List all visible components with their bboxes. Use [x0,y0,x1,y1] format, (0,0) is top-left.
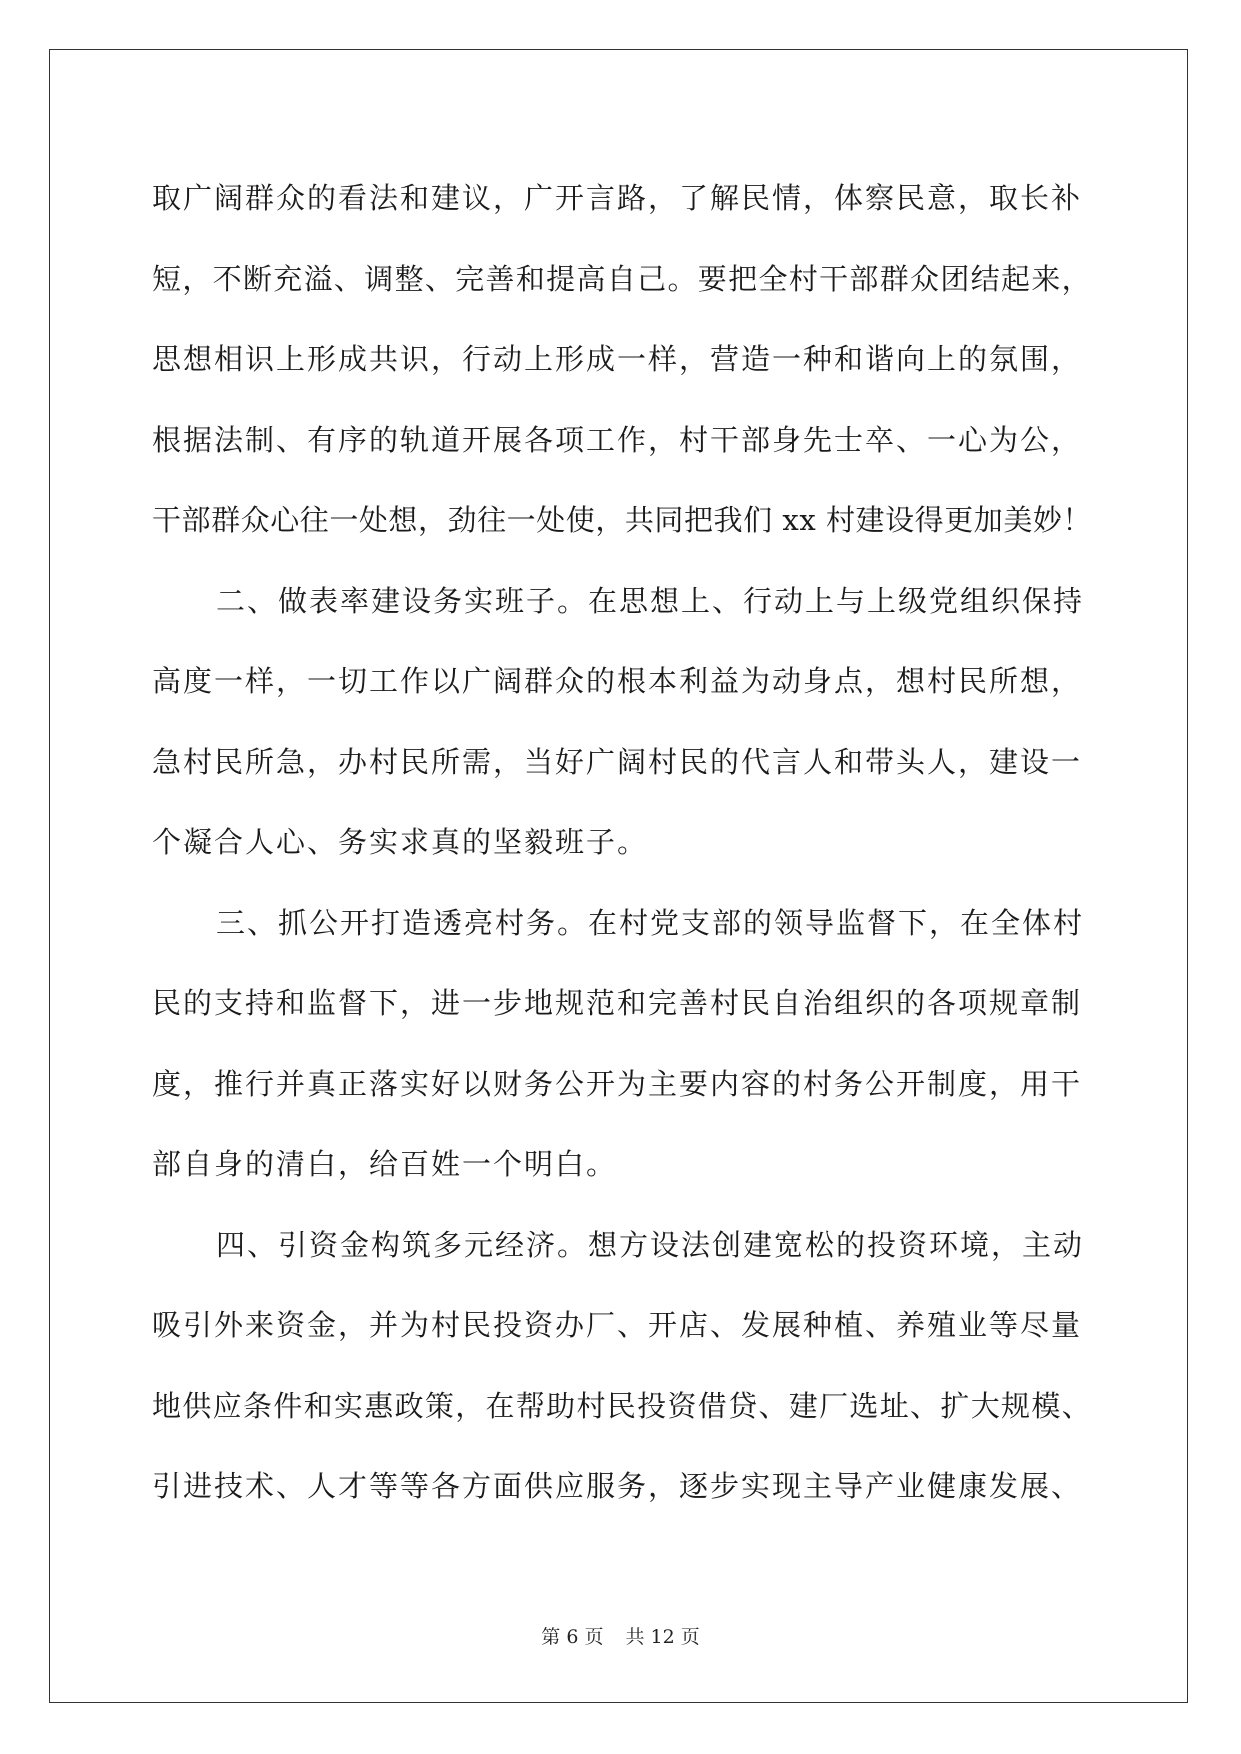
text-line: 思想相识上形成共识，行动上形成一样，营造一种和谐向上的氛围， [152,342,1083,376]
text-line: 短，不断充溢、调整、完善和提高自己。要把全村干部群众团结起来， [152,261,1092,296]
text-line: 干部群众心往一处想，劲往一处使，共同把我们 xx 村建设得更加美妙！ [152,503,1092,537]
text-line: 个凝合人心、务实求真的坚毅班子。 [152,825,649,859]
text-line: 民的支持和监督下，进一步地规范和完善村民自治组织的各项规章制 [152,986,1083,1020]
text-line: 根据法制、有序的轨道开展各项工作，村干部身先士卒、一心为公， [152,422,1083,457]
text-line: 三、抓公开打造透亮村务。在村党支部的领导监督下，在全体村 [216,905,1085,940]
text-line: 四、引资金构筑多元经济。想方设法创建宽松的投资环境，主动 [216,1227,1085,1262]
page-total: 共 12 页 [625,1626,700,1648]
page-number: 第 6 页 [541,1626,604,1648]
text-line: 地供应条件和实惠政策，在帮助村民投资借贷、建厂选址、扩大规模、 [152,1388,1092,1423]
page-footer [0,1622,1241,1649]
text-line: 度，推行并真正落实好以财务公开为主要内容的村务公开制度，用干 [152,1066,1083,1101]
text-line: 取广阔群众的看法和建议，广开言路，了解民情，体察民意，取长补 [152,181,1083,215]
text-line: 二、做表率建设务实班子。在思想上、行动上与上级党组织保持 [216,583,1085,618]
text-line: 急村民所急，办村民所需，当好广阔村民的代言人和带头人，建设一 [152,744,1083,779]
text-line: 高度一样，一切工作以广阔群众的根本利益为动身点，想村民所想， [152,664,1083,698]
text-line: 引进技术、人才等等各方面供应服务，逐步实现主导产业健康发展、 [152,1469,1083,1503]
text-line: 吸引外来资金，并为村民投资办厂、开店、发展种植、养殖业等尽量 [152,1308,1083,1342]
text-line: 部自身的清白，给百姓一个明白。 [152,1147,618,1181]
document-body [152,158,1092,1527]
